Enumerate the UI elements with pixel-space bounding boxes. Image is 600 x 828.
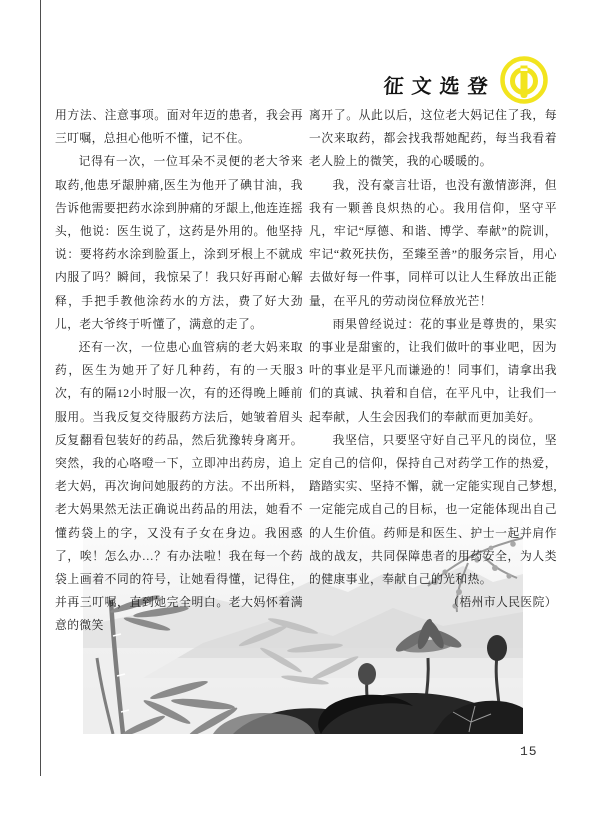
left-margin-line (40, 0, 41, 776)
paragraph (309, 429, 557, 610)
paragraph-text: 我坚信，只要坚守好自己平凡的岗位，坚定自己的信仰，保持自己对药学工作的热爱，踏踏实实、坚持不懈，就一定能实现自己梦想,一定能完成自己的目标，也一定能体现出自己的人生价值。药师是和医生、护士一起并肩作战的战友，共同保障患者的用药安全，为人类的健康事业，奉献自己的光和热。 (309, 432, 557, 587)
paragraph: 离开了。从此以后，这位老大妈记住了我，每一次来取药，都会找我帮她配药，每当我看着老人脸上的微笑，我的心暖暖的。 (309, 108, 557, 169)
paragraph: 记得有一次，一位耳朵不灵便的老大爷来取药,他患牙龈肿痛,医生为他开了碘甘油，我告诉他需要把药水涂到肿痛的牙龈上,他连连摇头，他说：医生说了，这药是外用的。他坚持说：要将药水涂到脸蛋上，涂到牙根上不就成内服了吗？瞬间，我惊呆了！我只好再耐心解释，手把手教他涂药水的方法，费了好大劲儿，老大爷终于听懂了，满意的走了。 (55, 154, 303, 331)
page-number: 15 (520, 744, 538, 759)
author-attribution: （梧州市人民医院） (447, 595, 557, 610)
left-text-column (55, 104, 303, 638)
page-header (384, 56, 548, 104)
column-title: 征文选登 (382, 76, 497, 98)
paragraph: 用方法、注意事项。面对年迈的患者，我会再三叮嘱，总担心他听不懂，记不住。 (55, 108, 303, 146)
union-emblem-icon (500, 56, 548, 104)
paragraph: 雨果曾经说过：花的事业是尊贵的，果实的事业是甜蜜的，让我们做叶的事业吧，因为叶的事业是平凡而谦逊的！同事们，请拿出我们的真诚、执着和自信，在平凡中，让我们一起奉献，人生会因我们的奉献而更加美好。 (309, 316, 557, 424)
paragraph: 我，没有豪言壮语，也没有激情澎湃，但我有一颗善良炽热的心。我用信仰，坚守平凡，牢记“厚德、和谐、博学、奉献”的院训，牢记“救死扶伤，至臻至善”的服务宗旨，用心去做好每一件事，同样可以让人生释放出正能量，在平凡的劳动岗位释放光芒！ (309, 177, 557, 308)
lotus-bud-left (358, 663, 376, 685)
lotus-bud-right (487, 635, 507, 661)
right-text-column (309, 104, 557, 614)
paragraph: 还有一次，一位患心血管病的老大妈来取药，医生为她开了好几种药，有的一天服3次，有的隔12小时服一次，有的还得晚上睡前服用。当我反复交待服药方法后，她皱着眉头反复翻看包装好的药品，然后犹豫转身离开。突然，我的心咯噔一下，立即冲出药房，追上老大妈，再次询问她服药的方法。不出所料，老大妈果然无法正确说出药品的用法，她看不懂药袋上的字，又没有子女在身边。我困惑了，唉！怎么办…？有办法啦！我在每一个药袋上画着不同的符号，让她看得懂，记得住，并再三叮嘱，直到她完全明白。老大妈怀着满意的微笑 (55, 340, 303, 633)
